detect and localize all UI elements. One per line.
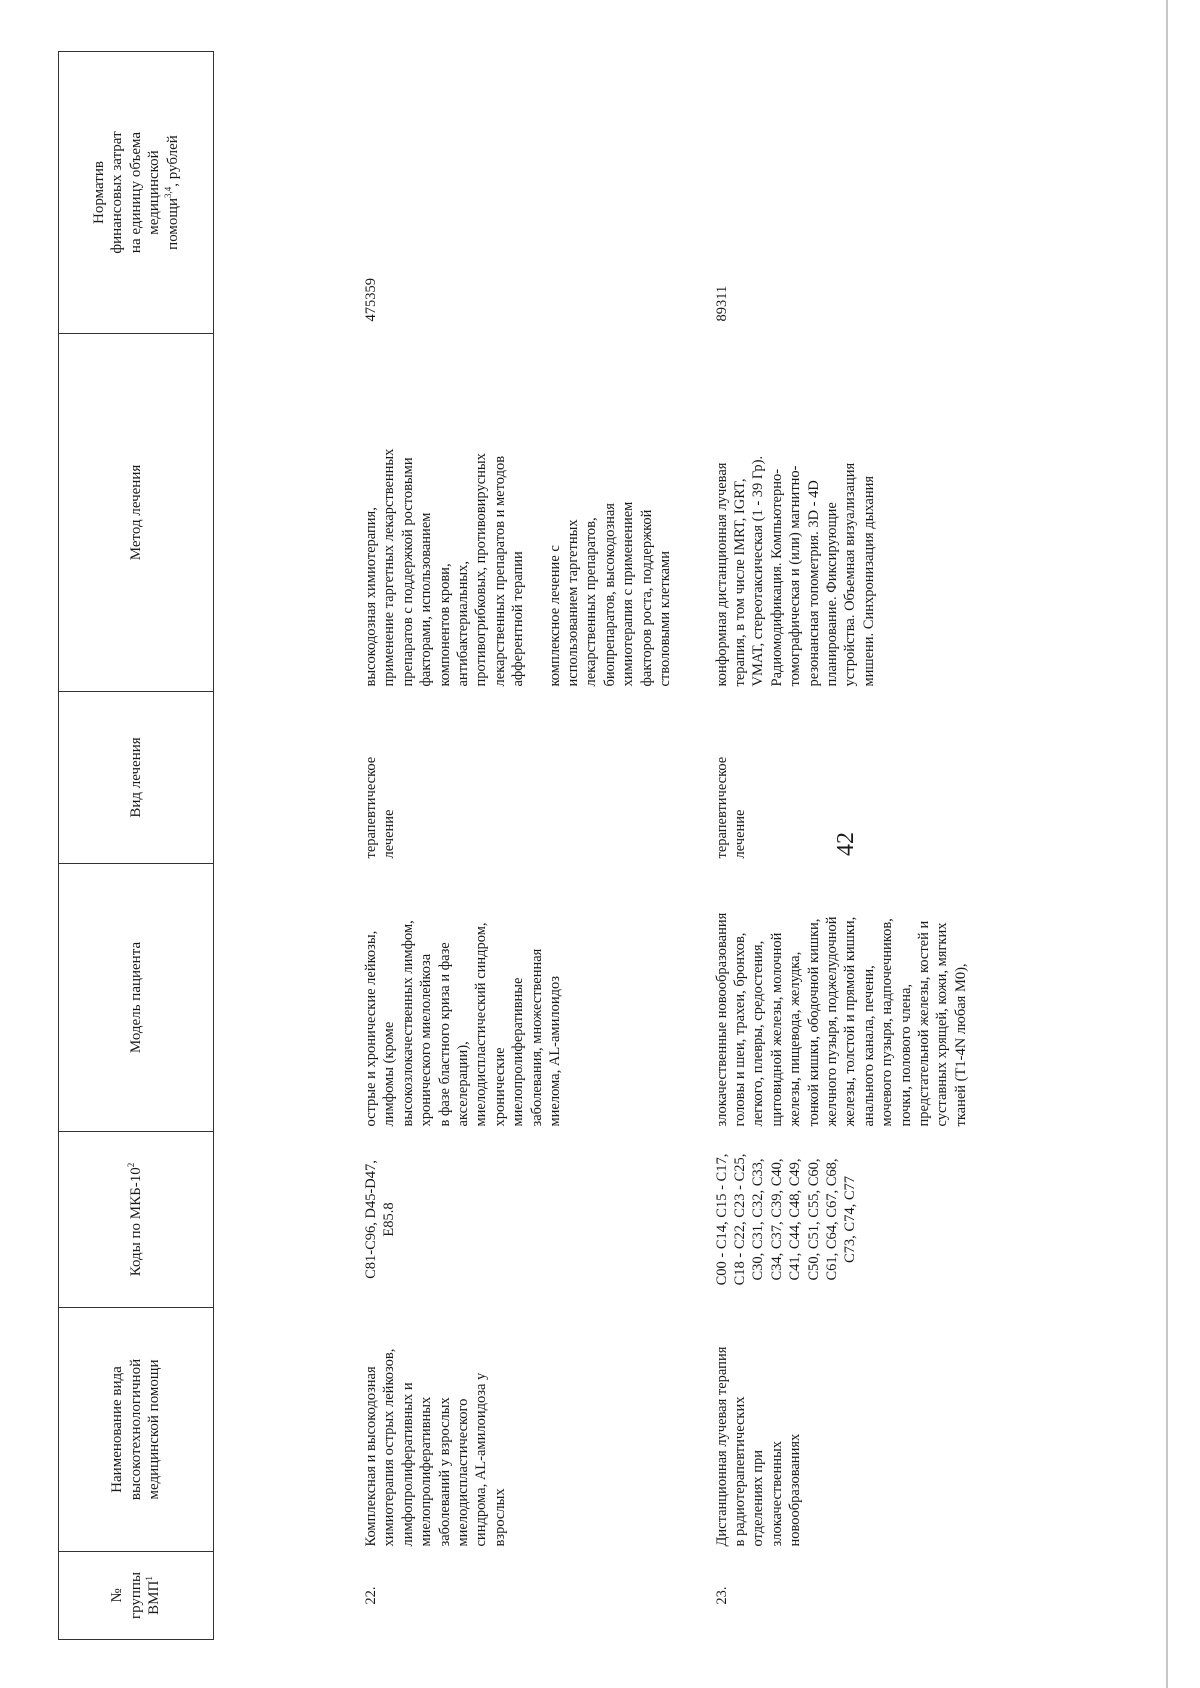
row-number: 22. [363,1586,379,1605]
page-number: 42 [833,832,859,856]
row-number: 23. [713,1586,730,1605]
treatment-method-cell: конформная дистанционная лучевая терапия, в том числе IMRT, IGRT, VMAT, стереотаксическая (1 - 39 Гр). Радиомодификация. Компьютерно- томографическая и (или) магнитно- резонансная топометрия. 3D - 4D планирование. Фиксирующие устройства. Объемная визуализация мишени. Синхронизация дыхания [713,455,877,687]
patient-model-cell: острые и хронические лейкозы, лимфомы (кроме высокозлокачественных лимфом, хронического миелолейкоза в фазе бластного криза и фазе акселерации), миелодиспластический синдром, хронические миелопролиферативные заболевания, множественная миелома, AL-амилоидоз [363,920,564,1127]
cost-norm-cell: 475359 [363,278,379,322]
header-num: № группы ВМП$^1$ [59,1552,214,1640]
header-codes: Коды по МКБ-$10^2$ [59,1132,214,1308]
table-row [685,52,1023,1640]
vmp-name-cell: Дистанционная лучевая терапия в радиотерапевтических отделениях при злокачественных новообразованиях [713,1346,804,1547]
table-row [214,52,685,1640]
header-method: Метод лечения [59,334,214,692]
cost-norm-cell: 89311 [713,285,730,322]
scan-edge-line [1166,0,1168,1688]
treatment-type-cell: терапевтическое лечение [363,756,398,859]
treatment-method-cell: высокодозная химиотерапия, применение таргетных лекарственных препаратов с поддержкой ростовыми факторами, использованием компонентов крови, антибактериальных, противогрибковых, противовирусных лекарственных препаратов и методов афферентной терапии комплексное лечение с использованием таргетных лекарственных препаратов, биопрепаратов, высокодозная химиотерапия с применением факторов роста, поддержкой стволовыми клетками [363,448,674,687]
header-row [59,52,214,1640]
icd-codes-cell: C00 - C14, C15 - C17, C18 - C22, C23 - C25, C30, C31, C32, C33, C34, C37, C39, C40, C41, C44, C48, C49, C50, C51, C55, C60, C61, C64, C67, C68, C73, C74, C77 [713,1153,859,1286]
vmp-table [58,51,1023,1640]
header-cost: Норматив финансовых затрат на единицу объема медицинской помощи$^{3,4}$, рублей [59,52,214,334]
icd-codes-cell: C81-C96, D45-D47, E85.8 [363,1160,398,1279]
treatment-type-cell: терапевтическое лечение [713,756,748,859]
header-type: Вид лечения [59,692,214,864]
header-model: Модель пациента [59,864,214,1132]
patient-model-cell: злокачественные новообразования головы и шеи, трахеи, бронхов, легкого, плевры, средостения, щитовидной железы, молочной железы, пищевода, желудка, тонкой кишки, ободочной кишки, желчного пузыря, поджелудочной железы, толстой и прямой кишки, анального канала, печени, мочевого пузыря, надпочечников, почки, полового члена, предстательной железы, костей и суставных хрящей, кожи, мягких тканей (T1-4N любая M0), [713,912,969,1127]
vmp-name-cell: Комплексная и высокодозная химиотерапия острых лейкозов, лимфопролиферативных и миелопролиферативных заболеваний у взрослых миелодиспластического синдрома, AL-амилоидоза у взрослых [363,1348,508,1547]
header-name: Наименование вида высокотехнологичной медицинской помощи [59,1308,214,1552]
